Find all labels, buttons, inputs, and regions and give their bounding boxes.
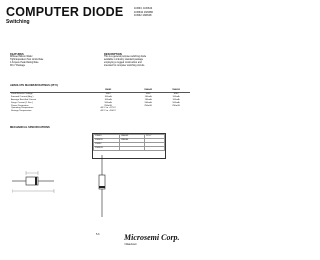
feature-line: DO-7 Package — [10, 65, 26, 68]
ratings-col-header: 1N6643 — [134, 89, 162, 92]
logo-subtitle: / Watertown — [124, 243, 137, 246]
rating-value — [134, 110, 162, 113]
package-cell: 1N6686 — [119, 139, 145, 143]
rating-value: -65°C to +175°C — [100, 107, 117, 110]
description-line: This is a general purpose switching diode — [104, 56, 147, 58]
rating-value: 500mA — [144, 101, 152, 104]
rating-value: 500mA — [104, 101, 112, 104]
rating-value: 500mA — [172, 101, 180, 104]
feature-line: 1 Ampere Peak Rating Rate — [10, 62, 39, 65]
page-number: 5-6 — [96, 233, 100, 236]
feature-line: Diffused Silicon Wafer — [10, 56, 33, 58]
rating-param: Surge Current (1 Sec.) — [11, 101, 34, 104]
description-heading: DESCRIPTION — [104, 53, 122, 56]
rating-value: 250mW — [104, 104, 112, 107]
rating-param: Power Dissipation — [11, 104, 29, 107]
rating-value: 100V — [105, 92, 111, 95]
ratings-col-header: 1N6632 — [162, 89, 190, 92]
rating-value: 100mA — [144, 95, 152, 98]
description-line: available in industry standard package — [104, 59, 144, 62]
description-section — [104, 53, 188, 68]
description-line: employing a rugged construction and — [104, 62, 142, 65]
rating-value: 100V — [145, 92, 151, 95]
ratings-col-header: 1N663 — [82, 89, 134, 92]
manufacturer-logo — [124, 234, 184, 246]
package-cell — [145, 147, 165, 151]
features-section — [10, 53, 90, 68]
ratings-table — [10, 89, 190, 113]
table-row — [94, 147, 165, 151]
rating-value: -65°C to +200°C — [100, 110, 117, 113]
rating-param: Storage Temperature — [11, 110, 32, 113]
package-outline-drawing — [12, 155, 188, 221]
part-number: 1N663, 1N6643 — [134, 7, 153, 10]
page-title: COMPUTER DIODE — [6, 5, 124, 19]
table-row — [10, 110, 190, 113]
rating-param: Peak Reverse Voltage — [11, 92, 33, 95]
rating-param: Forward Current (Avg.) — [11, 95, 34, 98]
logo-wordmark: Microsemi Corp. — [124, 233, 180, 242]
rating-value: 100mA — [104, 98, 112, 101]
part-number: 1N6632 1N6686 — [134, 10, 153, 14]
diode-side-view — [12, 171, 54, 193]
package-cell: DO-7 — [145, 135, 165, 139]
features-heading: FEATURES — [10, 53, 24, 56]
rating-value: 100mA — [144, 98, 152, 101]
rating-value: 250mW — [144, 104, 152, 107]
rating-value: 100mA — [104, 95, 112, 98]
ratings-heading: ABSOLUTE MAXIMUM RATINGS (25°C) — [10, 84, 59, 87]
rating-value: 250mW — [172, 104, 180, 107]
package-cell: 1N6628 — [94, 147, 120, 151]
rating-param: Average Rectified Current — [11, 98, 37, 101]
mechanical-heading: MECHANICAL SPECIFICATIONS — [10, 126, 50, 129]
rating-value — [162, 110, 190, 113]
package-cell: 1N6643 — [119, 135, 145, 139]
ratings-section — [10, 84, 192, 113]
diode-end-view — [99, 155, 105, 217]
description-line: intended for computer switching circuits. — [104, 65, 145, 68]
part-number-list — [134, 7, 190, 18]
rating-value: 100V — [173, 92, 179, 95]
part-number: 1N662 1N6628 — [134, 14, 152, 18]
feature-line: Tight Equivalent Test Limits Rate — [10, 59, 44, 62]
page-subtitle: Switching — [6, 19, 30, 25]
package-cell: 1N663 — [94, 135, 120, 139]
rating-param: Operating Temperature — [11, 107, 34, 110]
package-cell: 1N662 — [94, 143, 120, 147]
rating-value: 100mA — [172, 98, 180, 101]
package-cell: 1N6632 — [94, 139, 120, 143]
package-cell — [119, 147, 145, 151]
rating-value: 100mA — [172, 95, 180, 98]
